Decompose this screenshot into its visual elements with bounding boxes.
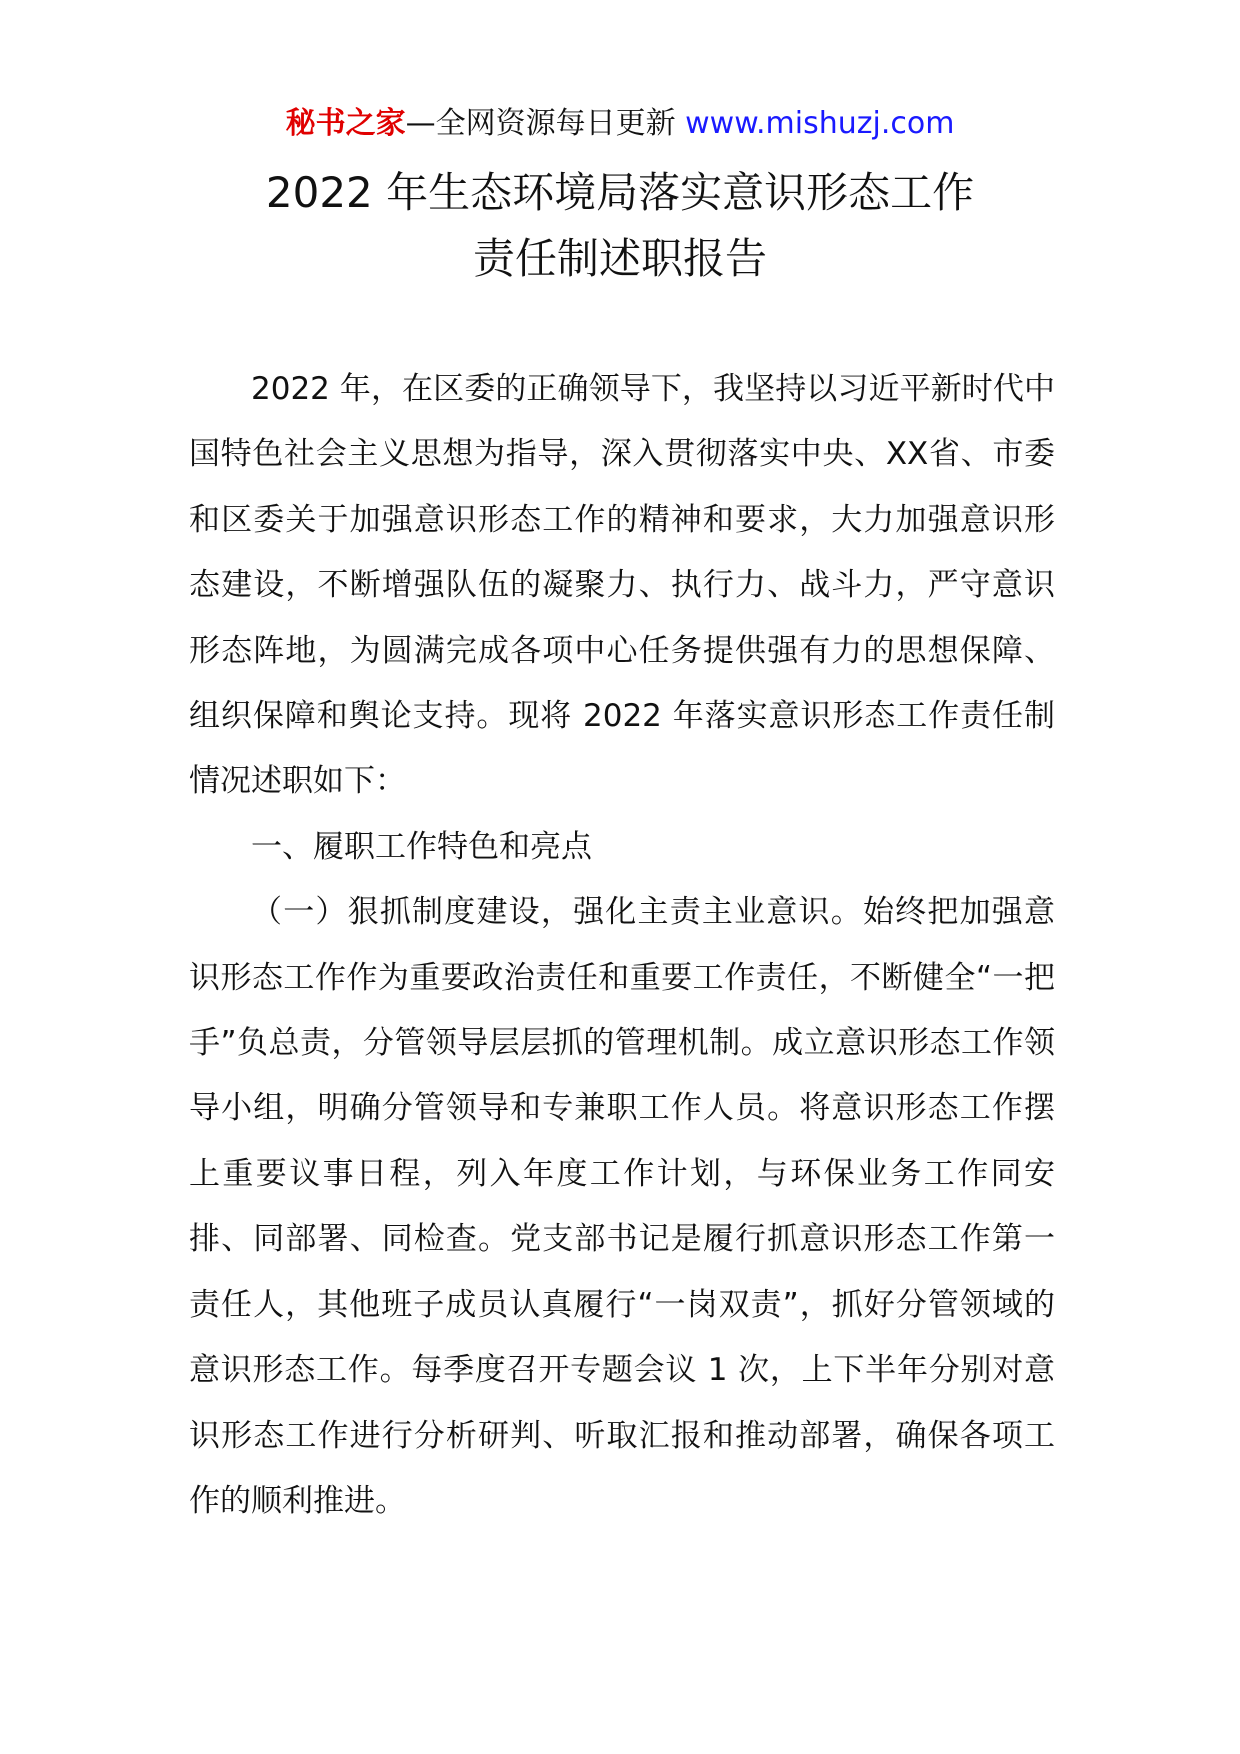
document-title bbox=[0, 160, 1240, 292]
brand-name: 秘书之家 bbox=[285, 106, 406, 141]
subsection-paragraph: （一）狠抓制度建设，强化主责主业意识。始终把加强意识形态工作作为重要政治责任和重要工作责任，不断健全“一把手”负总责，分管领导层层抓的管理机制。成立意识形态工作领导小组，明确分管领导和专兼职工作人员。将意识形态工作摆上重要议事日程，列入年度工作计划，与环保业务工作同安排、同部署、同检查。党支部书记是履行抓意识形态工作第一责任人，其他班子成员认真履行“一岗双责”，抓好分管领域的意识形态工作。每季度召开专题会议 1 次，上下半年分别对意识形态工作进行分析研判、听取汇报和推动部署，确保各项工作的顺利推进。 bbox=[189, 894, 1055, 1519]
section-heading: 一、履职工作特色和亮点 bbox=[251, 828, 592, 865]
site-banner bbox=[0, 100, 1240, 148]
title-line-1: 2022 年生态环境局落实意识形态工作 bbox=[265, 168, 975, 217]
intro-paragraph: 2022 年，在区委的正确领导下，我坚持以习近平新时代中国特色社会主义思想为指导，深入贯彻落实中央、XX省、市委和区委关于加强意识形态工作的精神和要求，大力加强意识形态建设，不断增强队伍的凝聚力、执行力、战斗力，严守意识形态阵地，为圆满完成各项中心任务提供强有力的思想保障、组织保障和舆论支持。现将 2022 年落实意识形态工作责任制情况述职如下： bbox=[189, 371, 1055, 800]
banner-tagline: —全网资源每日更新 bbox=[405, 106, 686, 141]
title-line-2: 责任制述职报告 bbox=[472, 234, 767, 283]
document-body bbox=[189, 357, 1055, 1534]
site-url-link[interactable]: www.mishuzj.com bbox=[685, 106, 955, 141]
